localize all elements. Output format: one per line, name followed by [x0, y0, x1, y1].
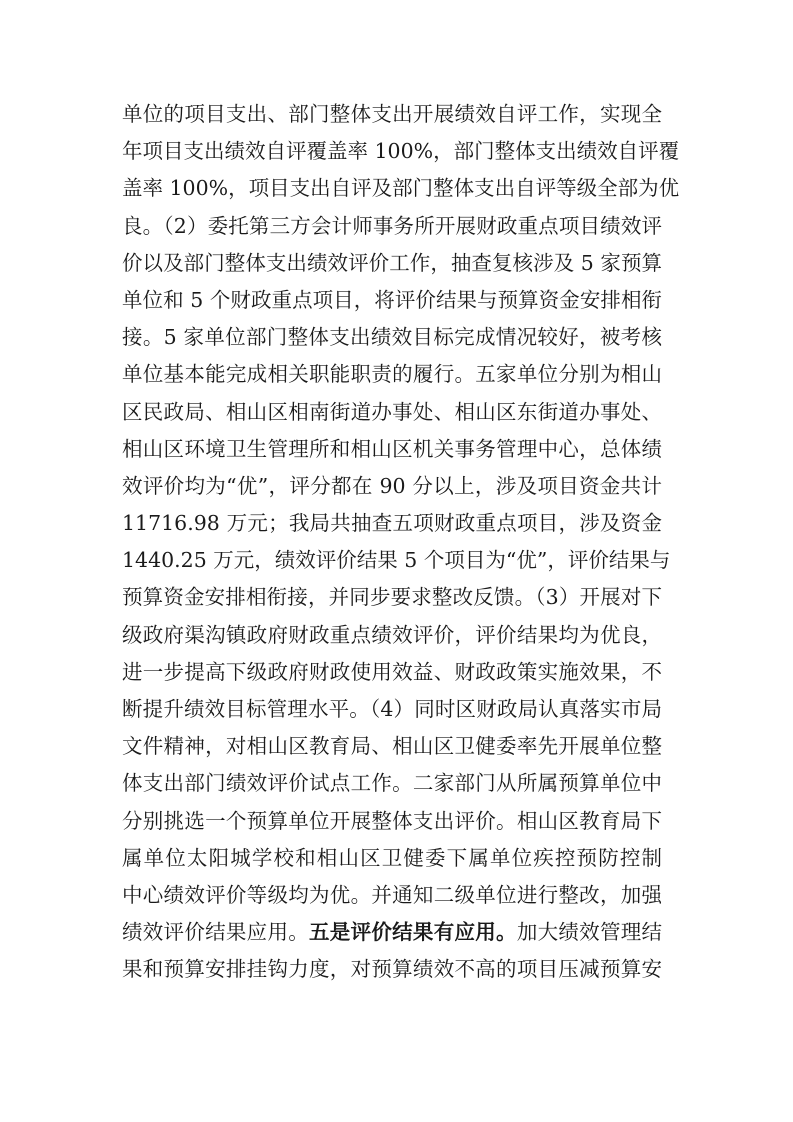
text-line: 单位的项目支出、部门整体支出开展绩效自评工作，实现全 [122, 102, 662, 126]
text-line: 单位和 5 个财政重点项目，将评价结果与预算资金安排相衔 [122, 287, 662, 312]
text-line: 接。5 家单位部门整体支出绩效目标完成情况较好，被考核 [122, 325, 662, 350]
text-line: 良。（2）委托第三方会计师事务所开展财政重点项目绩效评 [122, 213, 662, 238]
text-line: 价以及部门整体支出绩效评价工作，抽查复核涉及 5 家预算 [122, 250, 662, 275]
text-line: 分别挑选一个预算单位开展整体支出评价。相山区教育局下 [122, 808, 662, 833]
text-line: 果和预算安排挂钩力度，对预算绩效不高的项目压减预算安 [122, 957, 662, 982]
text-line: 中心绩效评价等级均为优。并通知二级单位进行整改，加强 [122, 882, 662, 907]
text-line: 文件精神，对相山区教育局、相山区卫健委率先开展单位整 [122, 734, 662, 759]
text-line: 预算资金安排相衔接，并同步要求整改反馈。（3）开展对下 [122, 585, 662, 610]
text-line: 区民政局、相山区相南街道办事处、相山区东街道办事处、 [122, 399, 662, 424]
text-line: 体支出部门绩效评价试点工作。二家部门从所属预算单位中 [122, 771, 662, 796]
text-line: 效评价均为“优”，评分都在 90 分以上，涉及项目资金共计 [122, 473, 662, 498]
text-line: 属单位太阳城学校和相山区卫健委下属单位疾控预防控制 [122, 845, 662, 870]
text-line: 相山区环境卫生管理所和相山区机关事务管理中心，总体绩 [122, 436, 662, 461]
text-line: 年项目支出绩效自评覆盖率 100%，部门整体支出绩效自评覆 [122, 139, 680, 164]
text-line: 级政府渠沟镇政府财政重点绩效评价，评价结果均为优良， [122, 622, 662, 647]
text-line: 断提升绩效目标管理水平。（4）同时区财政局认真落实市局 [122, 697, 662, 721]
text-line [122, 914, 662, 951]
bold-heading-segment: 五是评价结果有应用。 [309, 920, 517, 945]
text-line: 单位基本能完成相关职能职责的履行。五家单位分别为相山 [122, 362, 662, 387]
text-segment: 绩效评价结果应用。 [122, 920, 310, 945]
text-line: 进一步提高下级政府财政使用效益、财政政策实施效果，不 [122, 659, 662, 684]
body-text [122, 96, 680, 989]
text-segment: 加大绩效管理结 [516, 920, 663, 945]
text-line: 11716.98 万元；我局共抽查五项财政重点项目，涉及资金 [122, 511, 662, 536]
text-line: 盖率 100%，项目支出自评及部门整体支出自评等级全部为优 [122, 176, 680, 201]
text-line: 1440.25 万元，绩效评价结果 5 个项目为“优”，评价结果与 [122, 548, 671, 573]
